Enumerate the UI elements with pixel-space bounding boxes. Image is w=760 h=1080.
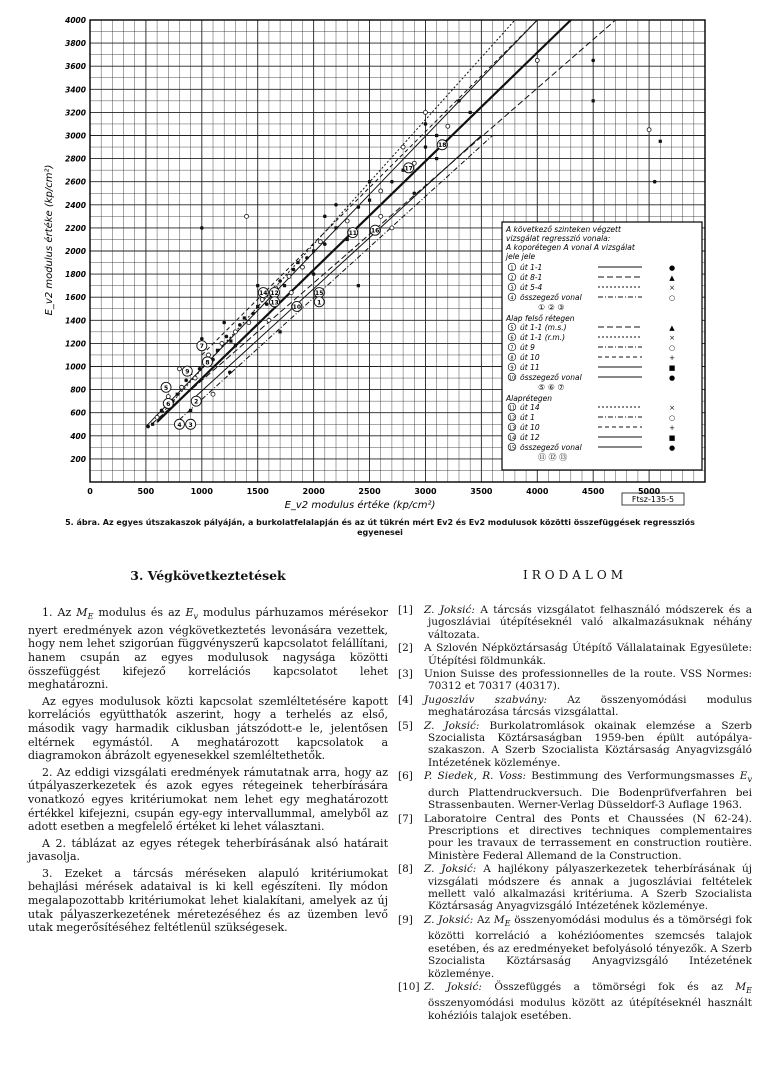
x-tick-label: 2000 <box>302 487 325 496</box>
reference-entry <box>398 604 752 641</box>
x-tick-label: 1000 <box>190 487 213 496</box>
y-tick-label: 400 <box>70 431 86 441</box>
data-point <box>334 203 338 207</box>
data-point <box>287 274 291 278</box>
circled-label-text: 17 <box>404 165 413 173</box>
legend-mark: 13 <box>508 425 516 432</box>
data-point <box>289 291 293 295</box>
reference-entry <box>398 863 752 913</box>
data-point <box>401 145 405 149</box>
reference-entry <box>398 720 752 770</box>
y-tick-label: 2400 <box>65 200 86 210</box>
references-column <box>398 568 752 1023</box>
circled-label-text: 12 <box>270 290 279 298</box>
legend-mark: 3 <box>510 285 514 292</box>
reference-entry <box>398 813 752 863</box>
x-tick-label: 1500 <box>246 487 269 496</box>
data-point <box>256 284 259 287</box>
data-point <box>200 226 204 230</box>
conclusions-paragraph: A 2. táblázat az egyes rétegek teherbírásának alsó határait javasolja. <box>28 836 388 864</box>
data-point <box>238 323 242 327</box>
legend-mark: 1 <box>510 265 514 272</box>
reference-author: Z. Joksić: <box>424 863 484 876</box>
y-tick-label: 3400 <box>65 85 86 95</box>
legend-symbol: ○ <box>668 294 676 302</box>
data-point <box>216 349 219 352</box>
y-axis-label: E_v2 modulus értéke (kp/cm²) <box>44 164 55 316</box>
legend-row-label: út 8-1 <box>520 273 543 282</box>
legend-row-label: út 1-1 (m.s.) <box>520 323 567 332</box>
reference-entry <box>398 914 752 980</box>
reference-text: Az összenyomódási modulus meghatározása tárcsás vizsgálattal. <box>428 693 752 719</box>
legend-row-label: út 1-1 <box>520 263 543 272</box>
y-tick-labels <box>65 16 86 464</box>
data-point <box>166 395 170 399</box>
y-tick-label: 600 <box>70 408 86 418</box>
data-point <box>160 409 164 413</box>
reference-author: Z. Joksić: <box>424 604 481 616</box>
data-point <box>469 111 472 114</box>
legend-symbol: ▲ <box>669 324 675 332</box>
data-point <box>292 268 296 272</box>
legend-mark: 2 <box>510 275 514 282</box>
legend-symbol: ▲ <box>669 274 675 282</box>
conclusions-paragraph: 2. Az eddigi vizsgálati eredmények rámutatnak arra, hogy az útpályaszerkezetek és azok egyes rétegeinek teherbírására vonatkozó egyes kritériumokat nem lehet egy meghatározott értékkel kifejezni, csupán egy-egy intervallummal, amelyből az adott esetben a megfelelő értéket ki lehet választani. <box>28 765 388 834</box>
data-point <box>368 180 371 183</box>
legend-title-line: A koporétegen A vonal A vizsgálat <box>506 243 635 252</box>
y-tick-label: 800 <box>70 385 86 395</box>
data-point <box>243 316 246 319</box>
data-point <box>211 392 215 396</box>
reference-entry <box>398 981 752 1022</box>
data-point <box>155 415 159 419</box>
reference-text: Bestimmung des Verformungsmasses $E_v$ durch Plattendruckversuch. Die Bodenprüfverfahren bei Strassenbauten. Werner-Verlag Düsseldorf-3 Auflage 1963. <box>428 770 752 812</box>
data-point <box>323 242 327 246</box>
legend-symbol: ● <box>668 264 676 272</box>
circled-label-text: 18 <box>438 142 447 150</box>
data-point <box>300 265 304 269</box>
circled-label-text: 11 <box>348 230 357 238</box>
legend-group-footer: ⑪ ⑫ ⑬ <box>538 453 568 462</box>
data-point <box>535 58 539 62</box>
circled-label-text: 7 <box>199 343 204 351</box>
legend-symbol: ○ <box>668 344 676 352</box>
data-point <box>592 99 595 102</box>
reference-text: Burkolatromlások okainak elemzése a Szerb Szocialista Köztársaságban 1959-ben épült autópálya-szakaszon. A Szerb Szocialista Köztársaság Anyagvizsgáló Intézetének közleménye. <box>428 719 753 769</box>
reference-author: Z. Joksić: <box>424 980 495 993</box>
circled-label-text: 15 <box>315 290 324 298</box>
data-point <box>659 140 662 143</box>
data-point <box>424 145 428 149</box>
reference-number: [6] <box>398 770 413 783</box>
data-point <box>220 341 224 345</box>
data-point <box>176 393 179 396</box>
conclusions-paragraph: 3. Ezeket a tárcsás méréseken alapuló kritériumokat behajlási mérések adataival is ki kell egészíteni. Ily módon megalapozottabb kritériumokat lehet kialakítani, amelyek az új utak pályaszerkezetének méretezéséhez és az üzemben levő utak megerősítéséhez feltétlenül szükségesek. <box>28 866 388 935</box>
x-tick-label: 2500 <box>358 487 381 496</box>
y-tick-label: 2600 <box>65 177 86 187</box>
legend-title-line: A következő szinteken végzett <box>506 225 621 234</box>
circled-label-text: 4 <box>177 421 182 429</box>
circled-label-text: 16 <box>370 227 380 235</box>
legend-symbol: × <box>669 284 675 292</box>
legend-row-label: út 10 <box>520 353 540 362</box>
reference-entry <box>398 642 752 667</box>
data-point <box>278 279 282 283</box>
reference-number: [5] <box>398 719 413 732</box>
legend-mark: 8 <box>510 355 514 362</box>
legend-mark: 11 <box>508 405 516 412</box>
data-point <box>357 205 361 209</box>
legend-symbol: + <box>669 424 675 432</box>
chart-legend <box>502 222 702 470</box>
data-point <box>193 376 197 380</box>
data-point <box>283 284 286 287</box>
data-point <box>180 385 184 389</box>
data-point <box>245 214 249 218</box>
data-point <box>457 99 461 103</box>
data-point <box>184 379 188 383</box>
circled-label-text: 3 <box>188 421 193 429</box>
y-tick-label: 4000 <box>65 16 86 25</box>
data-point <box>189 409 192 412</box>
conclusions-heading: 3. Végkövetkeztetések <box>130 568 286 583</box>
y-tick-label: 3000 <box>65 131 86 141</box>
legend-row-label: út 1-1 (r.m.) <box>520 333 566 342</box>
data-point <box>256 305 259 308</box>
data-point <box>305 256 309 260</box>
data-point <box>247 321 251 325</box>
y-tick-label: 2000 <box>65 247 86 256</box>
y-tick-label: 200 <box>70 454 86 464</box>
reference-number: [8] <box>398 863 413 876</box>
x-tick-labels <box>87 487 660 496</box>
x-tick-label: 3000 <box>414 487 437 496</box>
figure-tag: Ftsz-135-5 <box>631 495 675 504</box>
conclusions-column <box>28 568 388 938</box>
data-point <box>265 302 269 306</box>
data-point <box>233 330 237 334</box>
data-point <box>200 337 204 341</box>
data-point <box>653 180 657 184</box>
data-point <box>357 284 360 287</box>
data-point <box>260 298 264 302</box>
reference-author: P. Siedek, R. Voss: <box>424 770 532 783</box>
references-heading: IRODALOM <box>523 568 627 582</box>
x-tick-label: 500 <box>137 487 155 496</box>
legend-row-label: összegező vonal <box>520 373 582 382</box>
y-tick-label: 1000 <box>65 362 86 372</box>
legend-symbol: ○ <box>668 414 676 422</box>
reference-entry <box>398 668 752 693</box>
circled-label-text: 14 <box>259 290 268 298</box>
data-point <box>267 318 271 322</box>
reference-entry <box>398 770 752 811</box>
data-point <box>323 215 327 219</box>
reference-text: Union Suisse des professionnelles de la route. VSS Normes: 70312 et 70317 (40317). <box>424 668 752 693</box>
y-tick-label: 2200 <box>65 223 86 233</box>
data-point <box>151 423 154 426</box>
data-point <box>278 330 281 333</box>
reference-number: [7] <box>398 812 413 825</box>
data-point <box>225 335 229 339</box>
y-tick-label: 3200 <box>65 108 86 118</box>
circled-label-text: 10 <box>292 303 302 311</box>
y-tick-label: 3800 <box>65 39 86 49</box>
legend-title-line: vizsgálat regresszió vonala: <box>506 234 611 243</box>
circled-label-text: 13 <box>270 299 279 307</box>
data-point <box>379 189 383 193</box>
legend-mark: 9 <box>510 365 514 372</box>
conclusions-body <box>28 606 388 935</box>
data-point <box>229 339 232 342</box>
data-point <box>346 238 349 241</box>
data-point <box>412 191 416 195</box>
x-tick-label: 3500 <box>470 487 493 496</box>
figure-caption: 5. ábra. Az egyes útszakaszok pályáján, a burkolatfelalapján és az út tükrén mért Ev2 és Ev2 modulusok közötti összefüggések regressziós egyenesei <box>65 518 695 537</box>
data-point <box>234 344 237 347</box>
legend-mark: 7 <box>510 345 514 352</box>
reference-number: [3] <box>398 668 413 681</box>
x-tick-label: 4500 <box>582 487 605 496</box>
legend-row-label: összegező vonal <box>520 443 582 452</box>
legend-mark: 10 <box>508 375 516 382</box>
data-point <box>591 59 595 63</box>
data-point <box>146 425 150 429</box>
legend-symbol: ■ <box>668 434 676 442</box>
data-point <box>177 367 181 371</box>
references-list <box>398 604 752 1022</box>
reference-text: Az $M_E$ összenyomódási modulus és a tömörségi fok közötti korreláció a kohézióomentes szemcsés talajok esetében, és az eredményeket befolyásoló tényezők. A Szerb Szocialista Köztársaság Anyagvizsgáló Intézetének közleménye. <box>428 913 753 980</box>
data-point <box>312 272 316 276</box>
data-point <box>368 199 371 202</box>
y-tick-label: 1400 <box>65 316 86 326</box>
legend-mark: 6 <box>510 335 514 342</box>
legend-group-heading: Alap felső rétegen <box>506 314 575 323</box>
legend-mark: 5 <box>510 325 514 332</box>
legend-row-label: út 10 <box>520 423 540 432</box>
regression-chart <box>0 0 760 515</box>
data-point <box>318 240 322 244</box>
data-point <box>446 124 450 128</box>
legend-row-label: út 1 <box>520 413 535 422</box>
reference-author: Jugoszláv szabvány: <box>424 693 568 706</box>
reference-text: A tárcsás vizsgálatot felhasználó módszerek és a jugoszláviai útépítéseknél való alkalmazásuknak néhány változata. <box>428 604 752 641</box>
reference-text: A Szlovén Népköztársaság Útépítő Vállalatainak Egyesülete: Útépítési földmunkák. <box>424 642 752 667</box>
legend-mark: 12 <box>508 415 516 422</box>
y-tick-label: 3600 <box>65 62 86 72</box>
data-point <box>251 312 255 316</box>
reference-number: [4] <box>398 693 413 706</box>
y-tick-label: 1800 <box>65 270 86 280</box>
data-point <box>390 180 394 184</box>
legend-group-footer: ① ② ③ <box>538 303 565 312</box>
reference-number: [10] <box>398 980 420 993</box>
circled-label-text: 5 <box>163 384 169 392</box>
legend-row-label: összegező vonal <box>520 293 582 302</box>
data-point <box>296 261 299 264</box>
data-point <box>379 214 383 218</box>
legend-row-label: út 11 <box>520 363 540 372</box>
legend-symbol: ● <box>668 444 676 452</box>
legend-symbol: ■ <box>668 364 676 372</box>
legend-symbol: × <box>669 334 675 342</box>
legend-mark: 4 <box>510 295 514 302</box>
data-point <box>435 157 438 160</box>
circled-label-text: 9 <box>185 368 190 376</box>
legend-mark: 14 <box>508 435 516 442</box>
y-tick-label: 2800 <box>65 154 86 164</box>
reference-number: [2] <box>398 642 413 655</box>
conclusions-paragraph: Az egyes modulusok közti kapcsolat szemléltetésére kapott korrelációs együtthatók aszerint, hogy a terhelés az első, második vagy harmadik ciklusban játszódott-e le, jelentősen eltérnek egymástól. A meghatározott kapcsolatok a diagramokon ábrázolt egyenesekkel szemléltethetők. <box>28 694 388 763</box>
data-point <box>312 249 315 252</box>
legend-group-footer: ⑤ ⑥ ⑦ <box>538 383 565 392</box>
data-point <box>423 110 427 114</box>
x-tick-label: 4000 <box>526 487 549 496</box>
reference-text: A hajlékony pályaszerkezetek teherbírásának új vizsgálati módszere és annak a jugoszláviai feltételek mellett való alkalmazási kritériuma. A Szerb Szocialista Köztársaság Anyagvizsgáló Intézetének közleménye. <box>428 863 752 913</box>
reference-text: Laboratoire Central des Ponts et Chaussées (N 62-24). Prescriptions et directives techniques complementaires pour les travaux de terrassement en construction routière. Ministère Federal Allemand de la Construction. <box>424 812 752 862</box>
data-point <box>345 219 349 223</box>
data-point <box>228 370 232 374</box>
data-point <box>207 353 211 357</box>
reference-entry <box>398 694 752 719</box>
circled-label-text: 1 <box>317 299 322 307</box>
legend-symbol: ● <box>668 374 676 382</box>
data-point <box>424 122 428 126</box>
circled-label-text: 8 <box>205 359 210 367</box>
legend-symbol: × <box>669 404 675 412</box>
y-tick-label: 1200 <box>65 339 86 349</box>
x-axis-label: E_v2 modulus értéke (kp/cm²) <box>284 500 436 511</box>
legend-row-label: út 9 <box>520 343 535 352</box>
x-tick-label: 5000 <box>637 487 661 496</box>
reference-author: Z. Joksić: <box>424 913 477 926</box>
y-tick-label: 1600 <box>65 293 86 303</box>
data-point <box>198 367 202 371</box>
legend-row-label: út 14 <box>520 403 540 412</box>
data-point <box>222 321 226 325</box>
data-point <box>390 226 394 230</box>
reference-text: Összefüggés a tömörségi fok és az $M_E$ összenyomódási modulus között az útépítéseknél használt kohézióis talajok esetében. <box>428 980 752 1022</box>
legend-group-heading: Alaprétegen <box>506 394 552 403</box>
circled-label-text: 6 <box>166 400 171 408</box>
legend-mark: 15 <box>508 445 516 452</box>
data-point <box>334 226 337 229</box>
data-point <box>647 128 651 132</box>
legend-title-line: jele jele <box>506 252 536 261</box>
reference-number: [9] <box>398 913 413 926</box>
circled-label-text: 2 <box>194 398 199 406</box>
legend-row-label: út 5-4 <box>520 283 543 292</box>
conclusions-paragraph: 1. Az $M_E$ modulus és az $E_v$ modulus párhuzamos mérésekor nyert eredmények azon végkövetkeztetés levonására vezettek, hogy nem lehet szigorúan függvényszerű kapcsolatot felállítani, hanem csupán az egyes modulusok nagysága közötti összefüggést kifejező korrelációs kapcsolatot lehet meghatározni. <box>28 606 389 692</box>
reference-author: Z. Joksić: <box>424 719 490 732</box>
data-point <box>435 134 438 137</box>
reference-number: [1] <box>398 604 413 616</box>
legend-symbol: + <box>669 354 675 362</box>
legend-row-label: út 12 <box>520 433 540 442</box>
x-tick-label: 0 <box>87 487 93 496</box>
